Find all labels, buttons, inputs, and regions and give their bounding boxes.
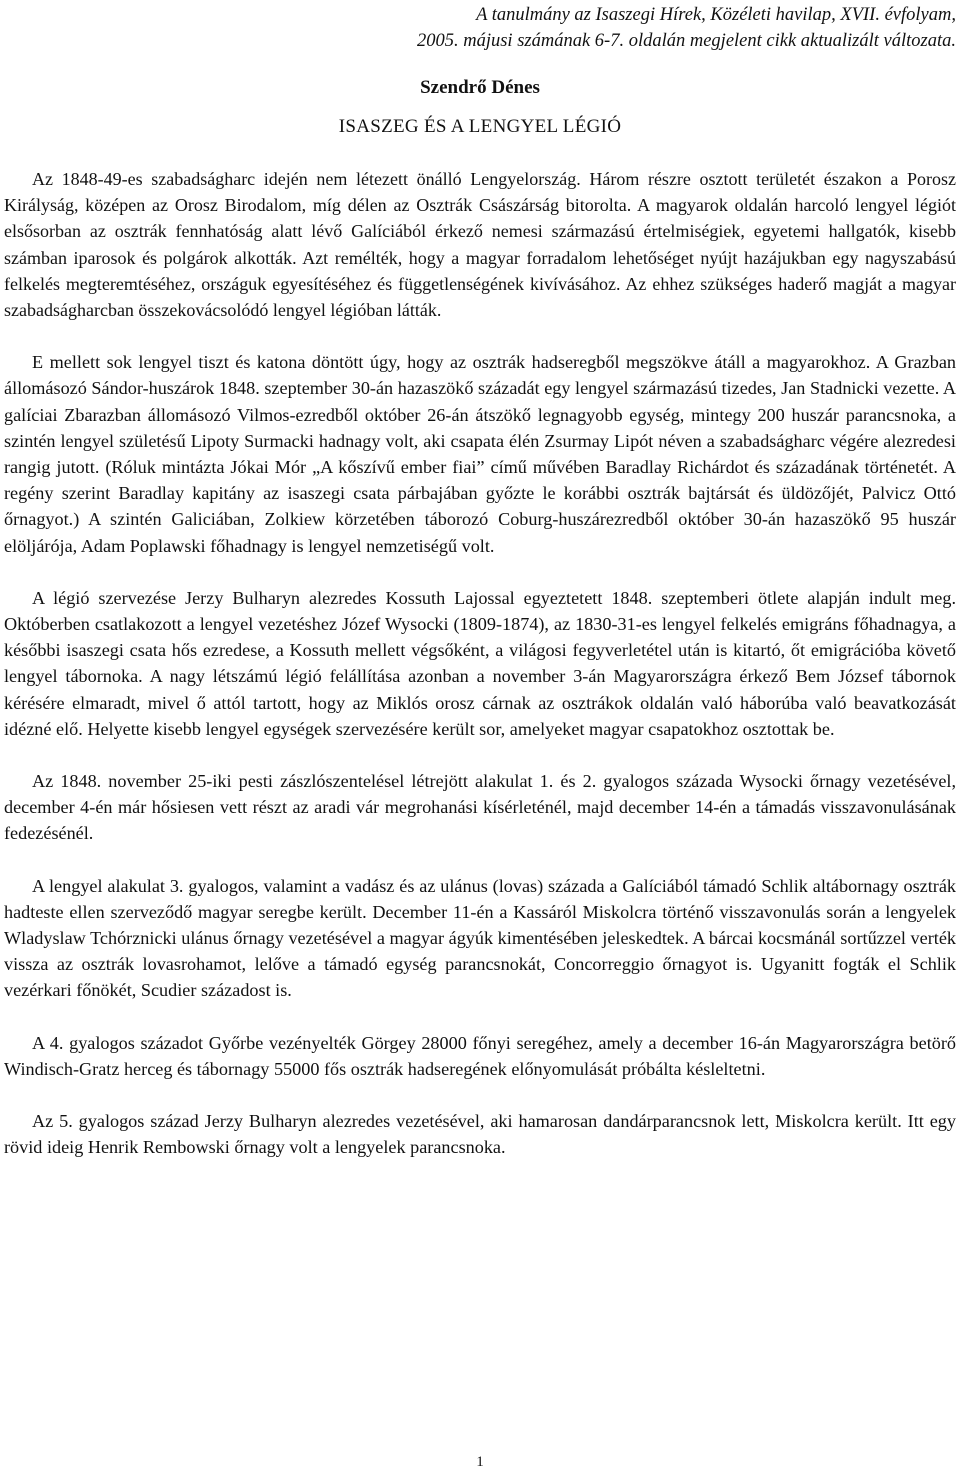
paragraph-6: A 4. gyalogos századot Győrbe vezényelték Görgey 28000 főnyi seregéhez, amely a december 16-án Magyarországra betörő Windisch-Gratz herceg és tábornagy 55000 fős osztrák hadseregének előnyomulását próbálta késleltetni. [4, 1032, 956, 1079]
publication-note-line-2: 2005. májusi számának 6-7. oldalán megjelent cikk aktualizált változata. [416, 31, 956, 51]
article-title: ISASZEG ÉS A LENGYEL LÉGIÓ [338, 116, 622, 137]
paragraph-3: A légió szervezése Jerzy Bulharyn alezredes Kossuth Lajossal egyeztetett 1848. szeptemberi ötlete alapján indult meg. Októberben csatlakozott a lengyel vezetéshez Józef Wysocki (1809-1874), az 1830-31-es lengyel felkelés emigráns főhadnagya, a későbbi isaszegi csata hős ezredese, a Kossuth mellett végsőként, a világosi fegyverletétel után is kitartó, őt emigrációba követő lengyel tábornoka. A nagy létszámú légió felállítása azonban a november 3-án Magyarországra érkező Bem József tábornok kérésére elmaradt, mivel ő attól tartott, hogy az Miklós orosz cárnak az osztrákok oldalán való háborúba való beavatkozását idézné elő. Helyette kisebb lengyel egységek szervezésére került sor, amelyeket magyar csapatokhoz osztottak be. [4, 587, 956, 739]
paragraph-2: E mellett sok lengyel tiszt és katona döntött úgy, hogy az osztrák hadseregből megszökve átáll a magyarokhoz. A Grazban állomásozó Sándor-huszárok 1848. szeptember 30-án hazaszökő századát egy lengyel származású tizedes, Jan Stadnicki vezette. A galíciai Zbarazban állomásozó Vilmos-ezredből október 26-án átszökő legnagyobb egység, mintegy 200 huszár parancsnoka, a szintén lengyel születésű Lipoty Surmacki hadnagy volt, aki csapata élén Zsurmay Lipót néven a szabadságharc végére alezredesi rangig jutott. (Róluk mintázta Jókai Mór „A kőszívű ember fiai” című művében Baradlay Richárdot és századának történetét. A regény szerint Baradlay kapitány az isaszegi csata párbajában győzte le korábbi osztrák bajtársát és üldözőjét, Palvicz Ottó őrnagyot.) A szintén Galiciában, Zolkiew körzetében táborozó Coburg-huszárezredből október 30-án hazaszökő 95 huszár elöljárója, Adam Poplawski főhadnagy is lengyel nemzetiségű volt. [4, 352, 956, 556]
publication-note-line-1: A tanulmány az Isaszegi Hírek, Közéleti havilap, XVII. évfolyam, [476, 5, 956, 25]
paragraph-1: Az 1848-49-es szabadságharc idején nem létezett önálló Lengyelország. Három részre osztott területét északon a Porosz Királyság, középen az Orosz Birodalom, míg délen az Osztrák Császárság bitorolta. A magyarok oldalán harcoló lengyel légiót elsősorban az osztrák fennhatóság alatt lévő Galíciából érkező nemesi származású értelmiségiek, egyetemi hallgatók, kisebb számban iparosok és polgárok alkották. Azt remélték, hogy a magyar forradalom lehetőséget nyújt hazájukban egy nagyszabású felkelés megteremtéséhez, országuk egyesítéséhez és függetlenségének kivívásához. Az ehhez szükséges haderő magját a magyar szabadságharcban összekovácsolódó lengyel légióban látták. [4, 169, 956, 321]
paragraph-5: A lengyel alakulat 3. gyalogos, valamint a vadász és az ulánus (lovas) százada a Galíciából támadó Schlik altábornagy osztrák hadteste ellen szerveződő magyar seregbe került. December 11-én a Kassáról Miskolcra történő visszavonulás során a lengyelek Wladyslaw Tchórznicki ulánus őrnagy vezetésével a magyar ágyúk kimentésében jeleskedtek. A bárcai kocsmánál sortűzzel verték vissza az osztrák lovasrohamot, lelőve a támadó egység parancsnokát, Concorreggio őrnagyot is. Ugyanitt fogták el Schlik vezérkari főnökét, Scudier századost is. [4, 875, 956, 1001]
article-body [4, 166, 956, 1161]
paragraph-4: Az 1848. november 25-iki pesti zászlószentelésel létrejött alakulat 1. és 2. gyalogos százada Wysocki őrnagy vezetésével, december 4-én már hősiesen vett részt az aradi vár megrohanási kísérleténél, majd december 14-én a támadás visszavonulásának fedezésénél. [4, 771, 956, 844]
author-name: Szendrő Dénes [420, 77, 540, 98]
paragraph-7: Az 5. gyalogos század Jerzy Bulharyn alezredes vezetésével, aki hamarosan dandárparancsnok lett, Miskolcra került. Itt egy rövid ideig Henrik Rembowski őrnagy volt a lengyelek parancsnoka. [4, 1111, 956, 1158]
publication-note [256, 2, 956, 54]
page-number: 1 [476, 1454, 484, 1470]
